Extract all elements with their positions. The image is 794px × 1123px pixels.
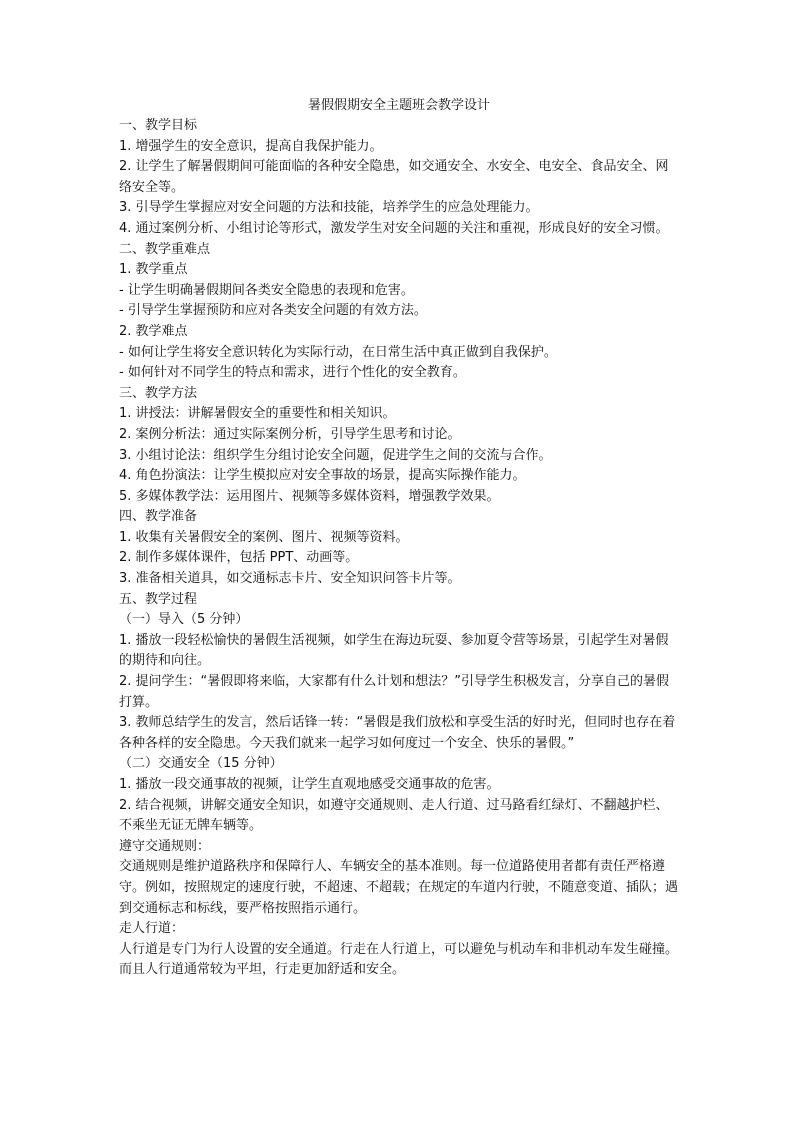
bullet-item: - 如何让学生将安全意识转化为实际行动，在日常生活中真正做到自我保护。: [119, 344, 557, 360]
bullet-item: - 如何针对不同学生的特点和需求，进行个性化的安全教育。: [119, 365, 466, 381]
process-item: 2. 提问学生：“暑假即将来临，大家都有什么计划和想法？”引导学生积极发言，分享自己的暑假打算。: [119, 674, 670, 710]
process-item: 3. 教师总结学生的发言，然后话锋一转：“暑假是我们放松和享受生活的好时光，但同时也存在着各种各样的安全隐患。今天我们就来一起学习如何度过一个安全、快乐的暑假。”: [119, 715, 676, 751]
topic-heading: 遵守交通规则：: [119, 838, 211, 854]
bullet-item: - 引导学生掌握预防和应对各类安全问题的有效方法。: [119, 303, 427, 319]
subsection-heading: （一）导入（5 分钟）: [119, 612, 249, 628]
section-heading-methods: 三、教学方法: [119, 385, 198, 401]
objective-item: 3. 引导学生掌握应对安全问题的方法和技能，培养学生的应急处理能力。: [119, 200, 539, 216]
preparation-item: 2. 制作多媒体课件，包括 PPT、动画等。: [119, 550, 359, 566]
section-heading-preparation: 四、教学准备: [119, 509, 198, 525]
document-body: [119, 116, 679, 981]
bullet-item: - 让学生明确暑假期间各类安全隐患的表现和危害。: [119, 282, 414, 298]
topic-heading: 走人行道：: [119, 921, 185, 937]
subsection-heading: （二）交通安全（15 分钟）: [119, 756, 283, 772]
process-item: 2. 结合视频，讲解交通安全知识，如遵守交通规则、走人行道、过马路看红绿灯、不翻越护栏、不乘坐无证无牌车辆等。: [119, 797, 669, 834]
method-item: 1. 讲授法：讲解暑假安全的重要性和相关知识。: [119, 406, 396, 422]
paragraph: 人行道是专门为行人设置的安全通道。行走在人行道上，可以避免与机动车和非机动车发生碰撞。而且人行道通常较为平坦，行走更加舒适和安全。: [119, 941, 679, 978]
preparation-item: 1. 收集有关暑假安全的案例、图片、视频等资料。: [119, 529, 409, 545]
subsection-heading: 2. 教学难点: [119, 323, 188, 339]
objective-item: 2. 让学生了解暑假期间可能面临的各种安全隐患，如交通安全、水安全、电安全、食品安全、网络安全等。: [119, 159, 669, 195]
paragraph: 交通规则是维护道路秩序和保障行人、车辆安全的基本准则。每一位道路使用者都有责任严格遵守。例如，按照规定的速度行驶，不超速、不超载；在规定的车道内行驶，不随意变道、插队；遇到交通标志和标线，要严格按照指示通行。: [119, 859, 679, 916]
objective-item: 4. 通过案例分析、小组讨论等形式，激发学生对安全问题的关注和重视，形成良好的安全习惯。: [119, 220, 669, 236]
process-item: 1. 播放一段轻松愉快的暑假生活视频，如学生在海边玩耍、参加夏令营等场景，引起学生对暑假的期待和向往。: [119, 632, 669, 669]
method-item: 5. 多媒体教学法：运用图片、视频等多媒体资料，增强教学效果。: [119, 488, 500, 504]
section-heading-process: 五、教学过程: [119, 591, 198, 607]
subsection-heading: 1. 教学重点: [119, 262, 188, 278]
method-item: 4. 角色扮演法：让学生模拟应对安全事故的场景，提高实际操作能力。: [119, 468, 526, 484]
document-title: 暑假假期安全主题班会教学设计: [307, 98, 490, 113]
preparation-item: 3. 准备相关道具，如交通标志卡片、安全知识问答卡片等。: [119, 571, 461, 587]
process-item: 1. 播放一段交通事故的视频，让学生直观地感受交通事故的危害。: [119, 777, 500, 792]
method-item: 2. 案例分析法：通过实际案例分析，引导学生思考和讨论。: [119, 426, 461, 442]
section-heading-objectives: 一、教学目标: [119, 118, 198, 133]
objective-item: 1. 增强学生的安全意识，提高自我保护能力。: [119, 138, 383, 154]
document-page: [119, 96, 679, 981]
section-heading-key-points: 二、教学重难点: [119, 241, 211, 257]
method-item: 3. 小组讨论法：组织学生分组讨论安全问题，促进学生之间的交流与合作。: [119, 447, 552, 463]
